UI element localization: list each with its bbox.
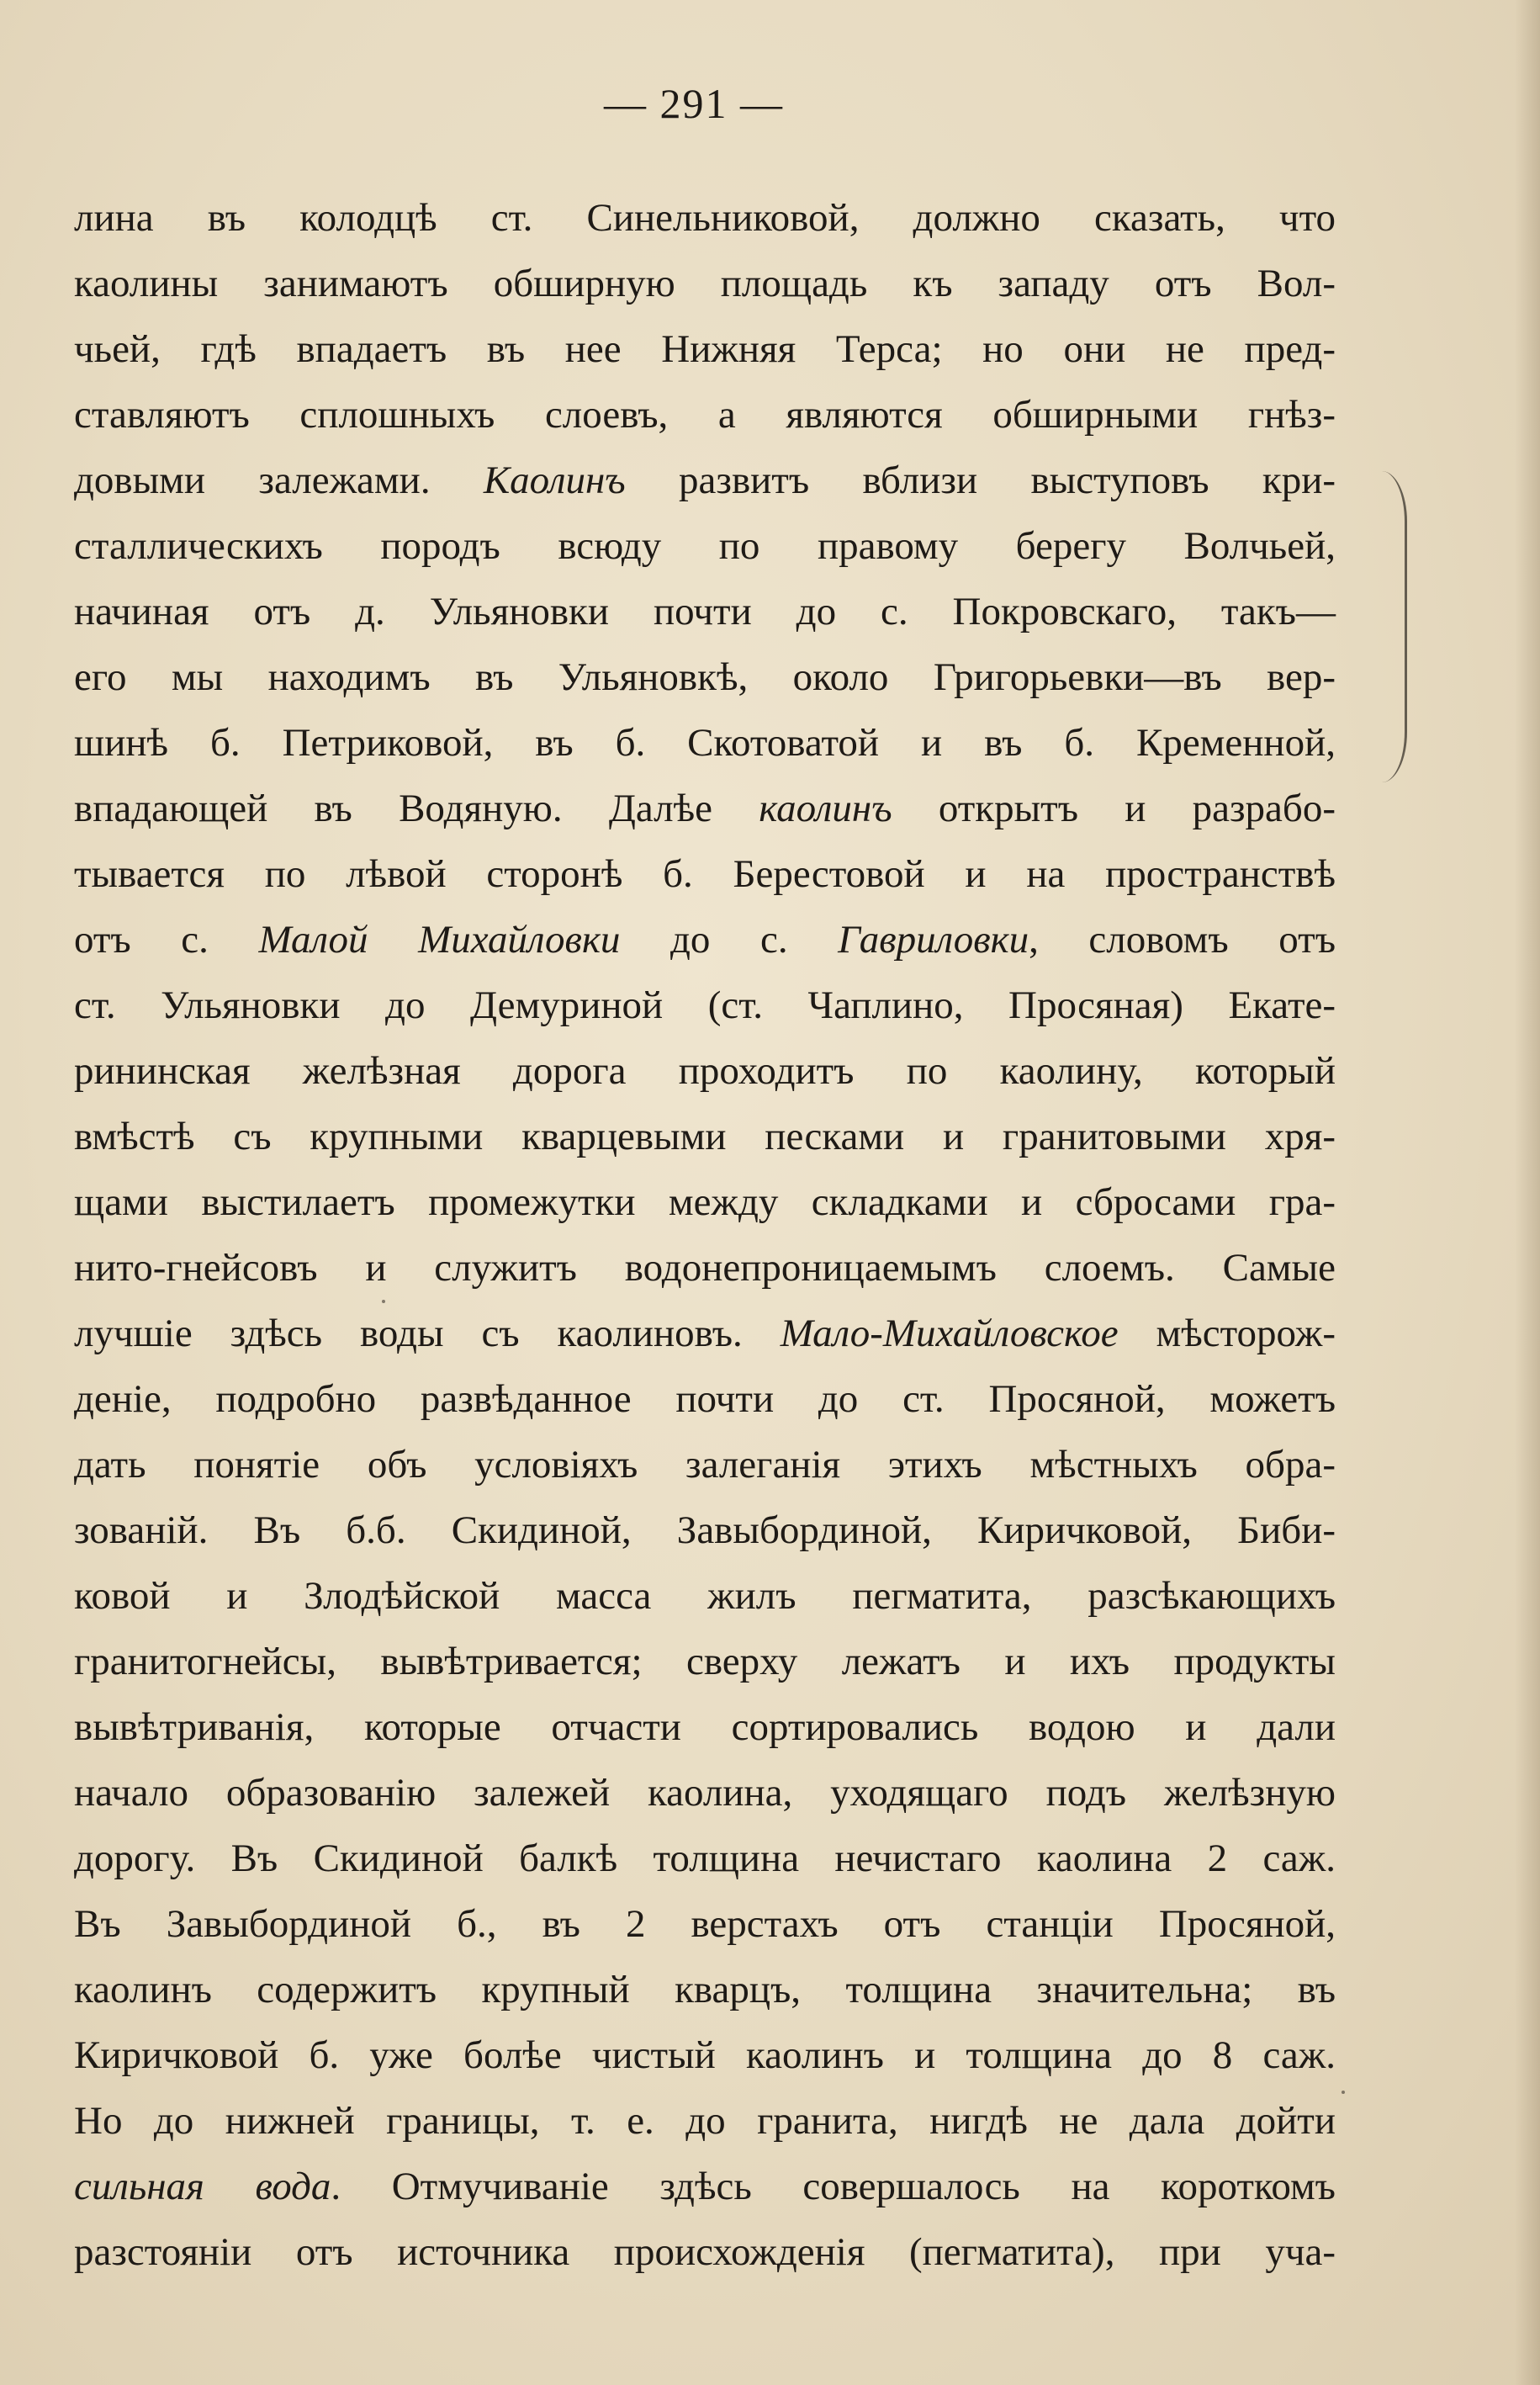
text-line	[74, 1497, 1336, 1563]
text-line	[74, 382, 1336, 448]
text-segment: Но до нижней границы, т. е. до гранита, нигдѣ не дала дойти	[74, 2099, 1336, 2143]
text-segment: впадающей въ Водяную. Далѣе	[74, 787, 759, 830]
text-segment: ст. Ульяновки до Демуриной (ст. Чаплино, Просяная) Екате-	[74, 983, 1336, 1027]
text-segment: вмѣстѣ съ крупными кварцевыми песками и гранитовыми хря-	[74, 1115, 1336, 1158]
text-line	[74, 1563, 1336, 1629]
text-line	[74, 448, 1336, 513]
text-line	[74, 1957, 1336, 2022]
text-segment: дорогу. Въ Скидиной балкѣ толщина нечистаго каолина 2 саж.	[74, 1836, 1336, 1880]
text-line	[74, 1432, 1336, 1497]
text-line	[74, 907, 1336, 973]
text-line	[74, 2022, 1336, 2088]
text-segment: его мы находимъ въ Ульяновкѣ, около Григорьевки—въ вер-	[74, 655, 1336, 699]
text-line	[74, 513, 1336, 579]
text-segment: начало образованію залежей каолина, уходящаго подъ желѣзную	[74, 1771, 1336, 1815]
text-line	[74, 2154, 1336, 2219]
text-line	[74, 316, 1336, 382]
body-text	[74, 185, 1336, 2285]
text-line	[74, 1169, 1336, 1235]
text-segment: лучшіе здѣсь воды съ каолиновъ.	[74, 1312, 781, 1355]
text-segment: шинѣ б. Петриковой, въ б. Скотоватой и въ б. Кременной,	[74, 721, 1336, 765]
text-line	[74, 2088, 1336, 2154]
text-segment: зованій. Въ б.б. Скидиной, Завыбординой, Киричковой, Биби-	[74, 1508, 1336, 1552]
italic-term: сильная вода	[74, 2165, 331, 2208]
text-line	[74, 1038, 1336, 1104]
text-segment: довыми залежами.	[74, 458, 484, 502]
text-segment: тывается по лѣвой сторонѣ б. Берестовой и на пространствѣ	[74, 852, 1336, 896]
text-segment: до с.	[620, 918, 839, 962]
italic-term: Мало-Михайловское	[780, 1312, 1119, 1355]
text-segment: ковой и Злодѣйской масса жилъ пегматита, разсѣкающихъ	[74, 1574, 1336, 1618]
text-segment: лина въ колодцѣ ст. Синельниковой, должно сказать, что	[74, 196, 1336, 240]
text-line	[74, 579, 1336, 644]
text-line	[74, 1826, 1336, 1891]
text-line	[74, 776, 1336, 841]
text-line	[74, 2219, 1336, 2285]
italic-term: Малой Михайловки	[258, 918, 621, 962]
text-segment: разстояніи отъ источника происхожденія (пегматита), при уча-	[74, 2230, 1336, 2274]
text-segment: начиная отъ д. Ульяновки почти до с. Покровскаго, такъ—	[74, 590, 1336, 633]
text-segment: каолинъ содержитъ крупный кварцъ, толщина значительна; въ	[74, 1968, 1336, 2011]
text-segment: Киричковой б. уже болѣе чистый каолинъ и толщина до 8 саж.	[74, 2033, 1336, 2077]
text-segment: чьей, гдѣ впадаетъ въ нее Нижняя Терса; но они не пред-	[74, 327, 1336, 371]
text-segment: щами выстилаетъ промежутки между складками и сбросами гра-	[74, 1180, 1336, 1224]
text-segment: гранитогнейсы, вывѣтривается; сверху лежатъ и ихъ продукты	[74, 1640, 1336, 1683]
text-line	[74, 1760, 1336, 1826]
text-segment: мѣсторож-	[1118, 1312, 1336, 1355]
ink-speck	[1342, 2091, 1345, 2094]
text-segment: . Отмучиваніе здѣсь совершалось на короткомъ	[331, 2165, 1336, 2208]
text-segment: открытъ и разрабо-	[892, 787, 1336, 830]
text-segment: ставляютъ сплошныхъ слоевъ, а являются обширными гнѣз-	[74, 393, 1336, 437]
text-segment: вывѣтриванія, которые отчасти сортировались водою и дали	[74, 1705, 1336, 1749]
text-line	[74, 841, 1336, 907]
text-line	[74, 251, 1336, 316]
text-segment: отъ с.	[74, 918, 259, 962]
text-line	[74, 1891, 1336, 1957]
text-line	[74, 710, 1336, 776]
text-segment: развитъ вблизи выступовъ кри-	[625, 458, 1336, 502]
text-segment: сталлическихъ породъ всюду по правому берегу Волчьей,	[74, 524, 1336, 568]
text-line	[74, 973, 1336, 1038]
text-line	[74, 1366, 1336, 1432]
text-segment: Въ Завыбординой б., въ 2 верстахъ отъ станціи Просяной,	[74, 1902, 1336, 1946]
italic-term: Гавриловки	[838, 918, 1029, 962]
text-line	[74, 185, 1336, 251]
text-segment: деніе, подробно развѣданное почти до ст. Просяной, можетъ	[74, 1377, 1336, 1421]
margin-bracket-mark	[1379, 471, 1407, 782]
text-segment: нито-гнейсовъ и служитъ водонепроницаемымъ слоемъ. Самые	[74, 1246, 1336, 1290]
text-line	[74, 1629, 1336, 1694]
text-line	[74, 644, 1336, 710]
text-line	[74, 1235, 1336, 1301]
text-segment: рининская желѣзная дорога проходитъ по каолину, который	[74, 1049, 1336, 1093]
text-segment: каолины занимаютъ обширную площадь къ западу отъ Вол-	[74, 262, 1336, 305]
text-line	[74, 1694, 1336, 1760]
italic-term: каолинъ	[759, 787, 892, 830]
italic-term: Каолинъ	[483, 458, 626, 502]
text-line	[74, 1301, 1336, 1366]
page-edge-shadow	[1515, 0, 1540, 2385]
text-line	[74, 1104, 1336, 1169]
page-number: — 291 —	[604, 80, 784, 127]
text-segment: , словомъ отъ	[1029, 918, 1336, 962]
text-segment: дать понятіе объ условіяхъ залеганія этихъ мѣстныхъ обра-	[74, 1443, 1336, 1487]
